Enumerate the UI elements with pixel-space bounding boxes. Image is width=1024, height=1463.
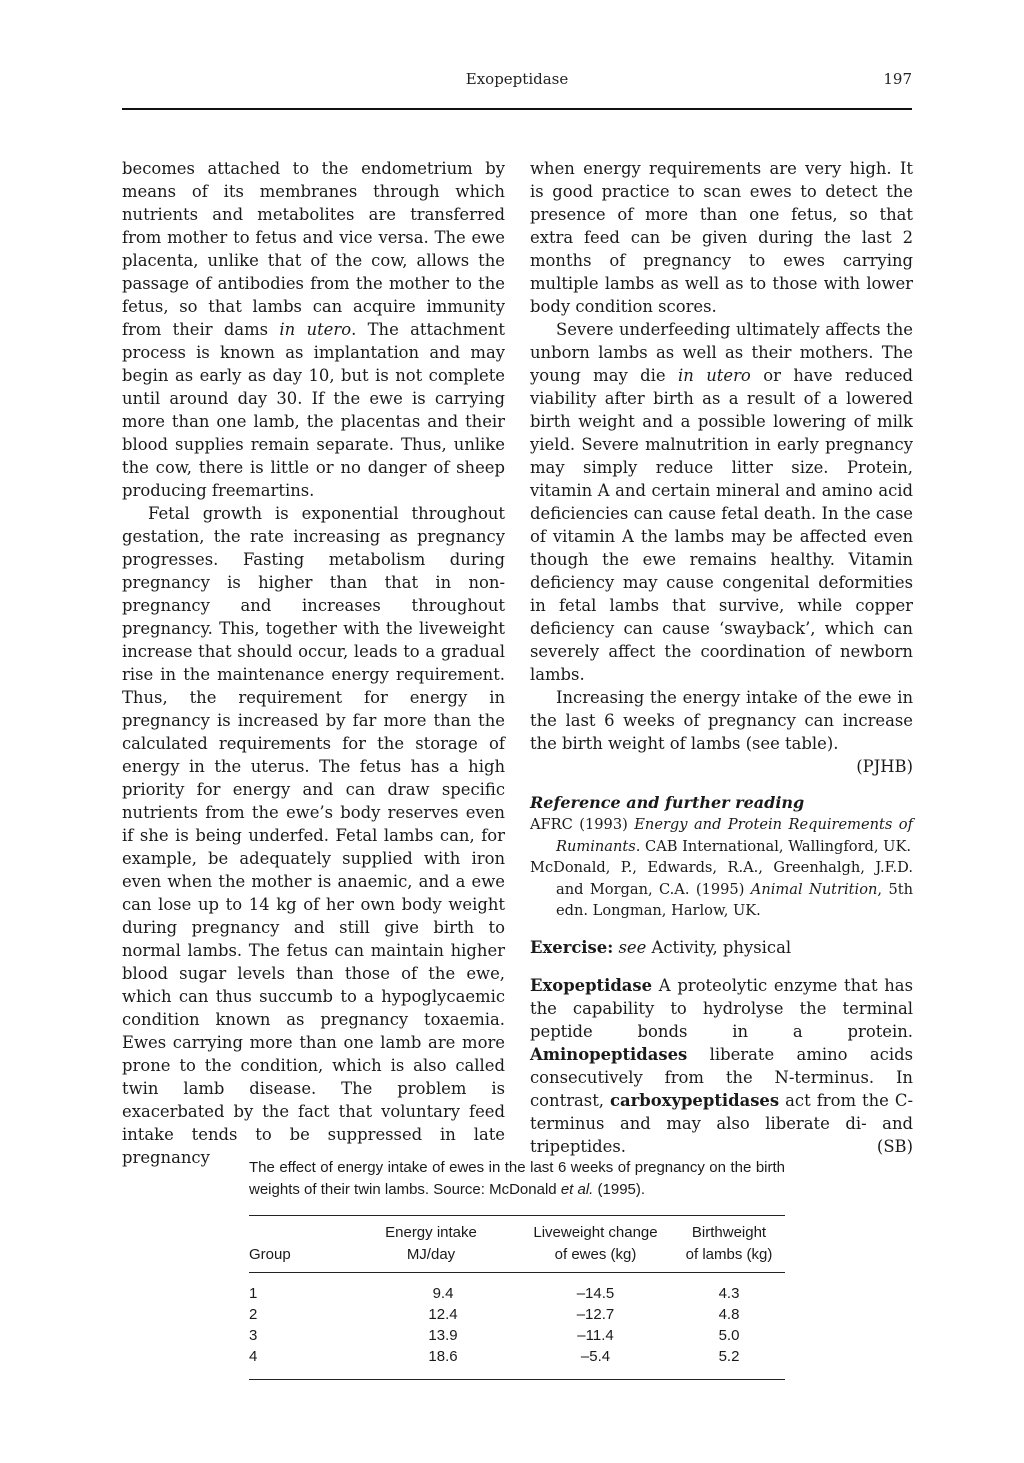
column-header-liveweight: Liveweight change of ewes (kg) [518,1216,673,1273]
header-rule [122,108,912,110]
left-column [122,157,505,1169]
table-row: 4 18.6 –5.4 5.2 [249,1348,740,1365]
exercise-headword: Exercise: [530,937,614,957]
cross-reference: Activity, physical [651,937,792,957]
table-row: 1 9.4 –14.5 4.3 [249,1285,740,1302]
table-header-row [249,1216,785,1273]
author-signature: (SB) [876,1136,913,1156]
column-header-group: Group [249,1216,344,1273]
right-paragraph-3: Increasing the energy intake of the ewe in the last 6 weeks of pregnancy can increase the birth weight of lambs (see table). (PJHB) [530,688,913,776]
references-heading: Reference and further reading [530,793,805,812]
exopeptidase-headword: Exopeptidase [530,975,653,995]
running-head-title: Exopeptidase [465,70,569,88]
reference-item: McDonald, P., Edwards, R.A., Greenhalgh, J.F.D. and Morgan, C.A. (1995) Animal Nutrition, 5th edn. Longman, Harlow, UK. [530,859,913,919]
table-row: 3 13.9 –11.4 5.0 [249,1327,740,1344]
right-paragraph-2: Severe underfeeding ultimately affects the unborn lambs as well as their mothers. The young may die in utero or have reduced viability after birth as a result of a lowered birth weight and a possible lowering of milk yield. Severe malnutrition in early pregnancy may simply reduce litter size. Protein, vitamin A and certain mineral and amino acid deficiencies can cause fetal death. In the case of vitamin A the lambs may be affected even though the ewe remains healthy. Vitamin deficiency may cause congenital deformities in fetal lambs that survive, while copper deficiency can cause ‘swayback’, which can severely affect the coordination of newborn lambs. [530,320,914,684]
left-paragraph-2: Fetal growth is exponential throughout gestation, the rate increasing as pregnancy progresses. Fasting metabolism during pregnancy is higher than that in non-pregnancy and increases throughout pregnancy. This, together with the liveweight increase that should occur, leads to a gradual rise in the maintenance energy requirement. Thus, the requirement for energy in pregnancy is increased by far more than the calculated requirements for the storage of energy in the uterus. The fetus has a high priority for energy and can draw specific nutrients from the ewe’s body reserves even if she is being underfed. Fetal lambs can, for example, be adequately supplied with iron even when the mother is anaemic, and a ewe can lose up to 14 kg of her own body weight during pregnancy and still give birth to normal lambs. The fetus can maintain higher blood sugar levels than those of the ewe, which can thus succumb to a hypoglycaemic condition known as pregnancy toxaemia. Ewes carrying more than one lamb are more prone to the condition, which is also called twin lamb disease. The problem is exacerbated by the fact that voluntary feed intake tends to be suppressed in late pregnancy [122,504,505,1167]
column-header-birthweight: Birthweight of lambs (kg) [673,1216,785,1273]
exercise-entry: Exercise: see Activity, physical [530,937,792,957]
exopeptidase-entry: Exopeptidase A proteolytic enzyme that has the capability to hydrolyse the terminal peptide bonds in a protein. Aminopeptidases liberate amino acids consecutively from the N-terminus. In contrast, carboxypeptidases act from the C-terminus and may also liberate di- and tripeptides. (SB) [530,975,913,1156]
page-number: 197 [883,70,912,88]
data-table [249,1215,785,1380]
author-signature: (PJHB) [856,757,913,776]
reference-item: AFRC (1993) Energy and Protein Requirements of Ruminants. CAB International, Wallingford, UK. [530,816,913,855]
left-paragraph-1: becomes attached to the endometrium by means of its membranes through which nutrients and metabolites are transferred from mother to fetus and vice versa. The ewe placenta, unlike that of the cow, allows the passage of antibodies from the mother to the fetus, so that lambs can acquire immunity from their dams in utero. The attachment process is known as implantation and may begin as early as day 10, but is not complete until around day 30. If the ewe is carrying more than one lamb, the placentas and their blood supplies remain separate. Thus, unlike the cow, there is little or no danger of sheep producing freemartins. [122,159,505,500]
right-column [530,157,913,1158]
data-table-block [249,1157,785,1380]
column-header-energy: Energy intake MJ/day [344,1216,518,1273]
right-paragraph-1: when energy requirements are very high. It is good practice to scan ewes to detect the presence of more than one fetus, so that extra feed can be given during the last 2 months of pregnancy to ewes carrying multiple lambs as well as to those with lower body condition scores. [530,159,913,316]
running-head [122,70,912,92]
table-row: 2 12.4 –12.7 4.8 [249,1306,740,1323]
table-caption: The effect of energy intake of ewes in the last 6 weeks of pregnancy on the birth weights of their twin lambs. Source: McDonald et al. (1995). [249,1159,785,1198]
